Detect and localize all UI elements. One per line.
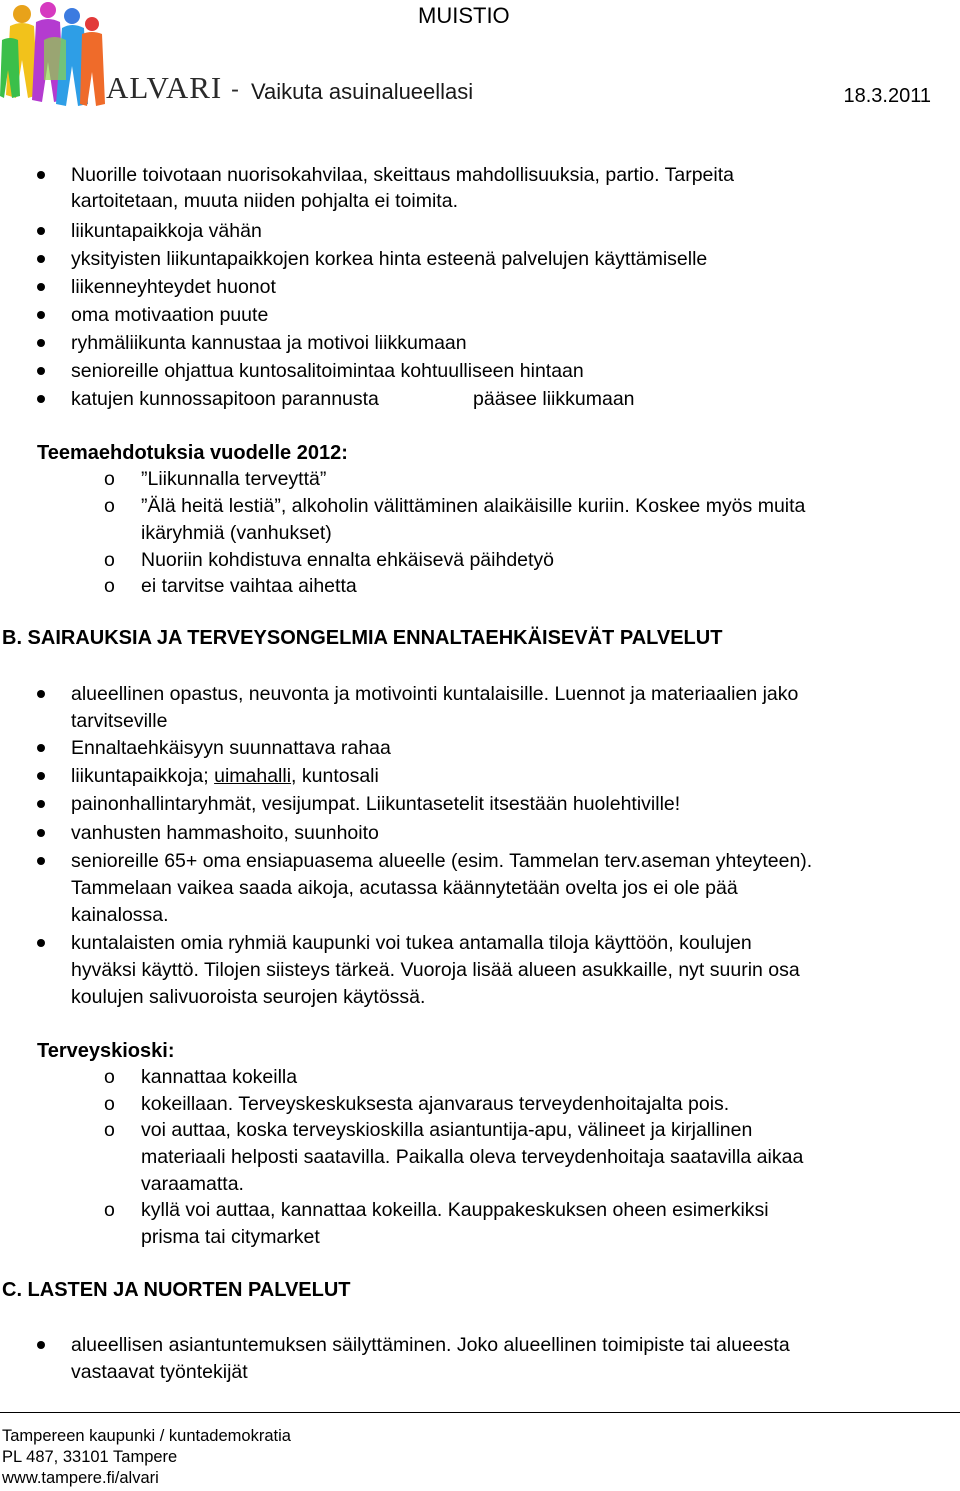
underlined-text: uimahalli bbox=[214, 765, 292, 787]
kioski-item: voi auttaa, koska terveyskioskilla asiantuntija-apu, välineet ja kirjallinen bbox=[141, 1119, 753, 1141]
brand-separator: - bbox=[231, 76, 239, 103]
list-item-text: liikuntapaikkoja; bbox=[71, 765, 215, 787]
bullet-icon bbox=[37, 939, 45, 947]
kioski-item: kannattaa kokeilla bbox=[141, 1066, 298, 1088]
teema-item-continuation: ikäryhmiä (vanhukset) bbox=[141, 522, 332, 544]
bullet-icon bbox=[37, 227, 45, 235]
circle-bullet-icon: o bbox=[104, 1199, 115, 1221]
bullet-icon bbox=[37, 829, 45, 837]
kioski-item: kyllä voi auttaa, kannattaa kokeilla. Kauppakeskuksen oheen esimerkiksi bbox=[141, 1199, 769, 1221]
circle-bullet-icon: o bbox=[104, 575, 115, 597]
kioski-item-continuation: materiaali helposti saatavilla. Paikalla oleva terveydenhoitaja saatavilla aikaa bbox=[141, 1146, 804, 1168]
section-b-heading: B. SAIRAUKSIA JA TERVEYSONGELMIA ENNALTAEHKÄISEVÄT PALVELUT bbox=[2, 627, 723, 649]
footer-address: PL 487, 33101 Tampere bbox=[2, 1448, 178, 1466]
bullet-icon bbox=[37, 772, 45, 780]
list-item: senioreille 65+ oma ensiapuasema alueelle (esim. Tammelan terv.aseman yhteyteen). bbox=[71, 850, 813, 872]
bullet-icon bbox=[37, 255, 45, 263]
bullet-icon bbox=[37, 744, 45, 752]
document-date: 18.3.2011 bbox=[843, 85, 931, 107]
list-item-continuation: hyväksi käyttö. Tilojen siisteys tärkeä. Vuoroja lisää alueen asukkaille, nyt suurin osa bbox=[71, 959, 800, 981]
terveyskioski-heading: Terveyskioski: bbox=[37, 1040, 175, 1062]
teema-item: Nuoriin kohdistuva ennalta ehkäisevä päihdetyö bbox=[141, 549, 555, 571]
footer-url[interactable]: www.tampere.fi/alvari bbox=[2, 1469, 159, 1487]
list-item: kuntalaisten omia ryhmiä kaupunki voi tukea antamalla tiloja käyttöön, koulujen bbox=[71, 932, 752, 954]
list-item: painonhallintaryhmät, vesijumpat. Liikuntasetelit itsestään huolehtiville! bbox=[71, 793, 681, 815]
circle-bullet-icon: o bbox=[104, 1119, 115, 1141]
list-item: alueellisen asiantuntemuksen säilyttäminen. Joko alueellinen toimipiste tai alueesta bbox=[71, 1334, 790, 1356]
circle-bullet-icon: o bbox=[104, 549, 115, 571]
document-type: MUISTIO bbox=[418, 3, 510, 28]
list-item: alueellinen opastus, neuvonta ja motivointi kuntalaisille. Luennot ja materiaalien jako bbox=[71, 683, 799, 705]
people-logo-icon bbox=[0, 0, 106, 112]
circle-bullet-icon: o bbox=[104, 495, 115, 517]
list-item-continuation: vastaavat työntekijät bbox=[71, 1361, 248, 1383]
kioski-item: kokeillaan. Terveyskeskuksesta ajanvaraus terveydenhoitajalta pois. bbox=[141, 1093, 730, 1115]
list-item-continuation: kainalossa. bbox=[71, 904, 169, 926]
kioski-item-continuation: prisma tai citymarket bbox=[141, 1226, 320, 1248]
teema-item: ”Liikunnalla terveyttä” bbox=[141, 468, 327, 490]
list-item-text: , kuntosali bbox=[291, 765, 379, 787]
circle-bullet-icon: o bbox=[104, 1066, 115, 1088]
list-item bbox=[71, 763, 379, 789]
teema-heading: Teemaehdotuksia vuodelle 2012: bbox=[37, 442, 348, 464]
list-item: yksityisten liikuntapaikkojen korkea hinta esteenä palvelujen käyttämiselle bbox=[71, 248, 708, 270]
bullet-icon bbox=[37, 367, 45, 375]
list-item-part: pääsee liikkumaan bbox=[473, 388, 635, 410]
list-item: oma motivaation puute bbox=[71, 304, 269, 326]
bullet-icon bbox=[37, 311, 45, 319]
circle-bullet-icon: o bbox=[104, 1093, 115, 1115]
list-item-continuation: Tammelaan vaikea saada aikoja, acutassa käännytetään ovelta jos ei ole pää bbox=[71, 877, 738, 899]
list-item: senioreille ohjattua kuntosalitoimintaa kohtuulliseen hintaan bbox=[71, 360, 584, 382]
brand-logo-text: ALVARI bbox=[106, 70, 223, 105]
list-item: vanhusten hammashoito, suunhoito bbox=[71, 822, 379, 844]
list-item-continuation: kartoitetaan, muuta niiden pohjalta ei toimita. bbox=[71, 190, 458, 212]
list-item: katujen kunnossapitoon parannusta bbox=[71, 388, 379, 410]
kioski-item-continuation: varaamatta. bbox=[141, 1173, 244, 1195]
list-item: Nuorille toivotaan nuorisokahvilaa, skeittaus mahdollisuuksia, partio. Tarpeita bbox=[71, 164, 734, 186]
list-item: ryhmäliikunta kannustaa ja motivoi liikkumaan bbox=[71, 332, 467, 354]
circle-bullet-icon: o bbox=[104, 468, 115, 490]
teema-item: ”Älä heitä lestiä”, alkoholin välittäminen alaikäisille kuriin. Koskee myös muita bbox=[141, 495, 806, 517]
footer-org: Tampereen kaupunki / kuntademokratia bbox=[2, 1427, 291, 1445]
bullet-icon bbox=[37, 1341, 45, 1349]
bullet-icon bbox=[37, 395, 45, 403]
footer-divider bbox=[0, 1412, 960, 1413]
list-item: liikenneyhteydet huonot bbox=[71, 276, 276, 298]
bullet-icon bbox=[37, 339, 45, 347]
page-header bbox=[0, 0, 960, 120]
bullet-icon bbox=[37, 690, 45, 698]
bullet-icon bbox=[37, 283, 45, 291]
section-c-heading: C. LASTEN JA NUORTEN PALVELUT bbox=[2, 1279, 351, 1301]
list-item: Ennaltaehkäisyyn suunnattava rahaa bbox=[71, 737, 391, 759]
list-item-continuation: koulujen salivuoroista seurojen käytössä. bbox=[71, 986, 426, 1008]
bullet-icon bbox=[37, 171, 45, 179]
teema-item: ei tarvitse vaihtaa aihetta bbox=[141, 575, 357, 597]
list-item: liikuntapaikkoja vähän bbox=[71, 220, 262, 242]
bullet-icon bbox=[37, 857, 45, 865]
brand-tagline: Vaikuta asuinalueellasi bbox=[251, 79, 474, 104]
bullet-icon bbox=[37, 800, 45, 808]
list-item-continuation: tarvitseville bbox=[71, 710, 168, 732]
